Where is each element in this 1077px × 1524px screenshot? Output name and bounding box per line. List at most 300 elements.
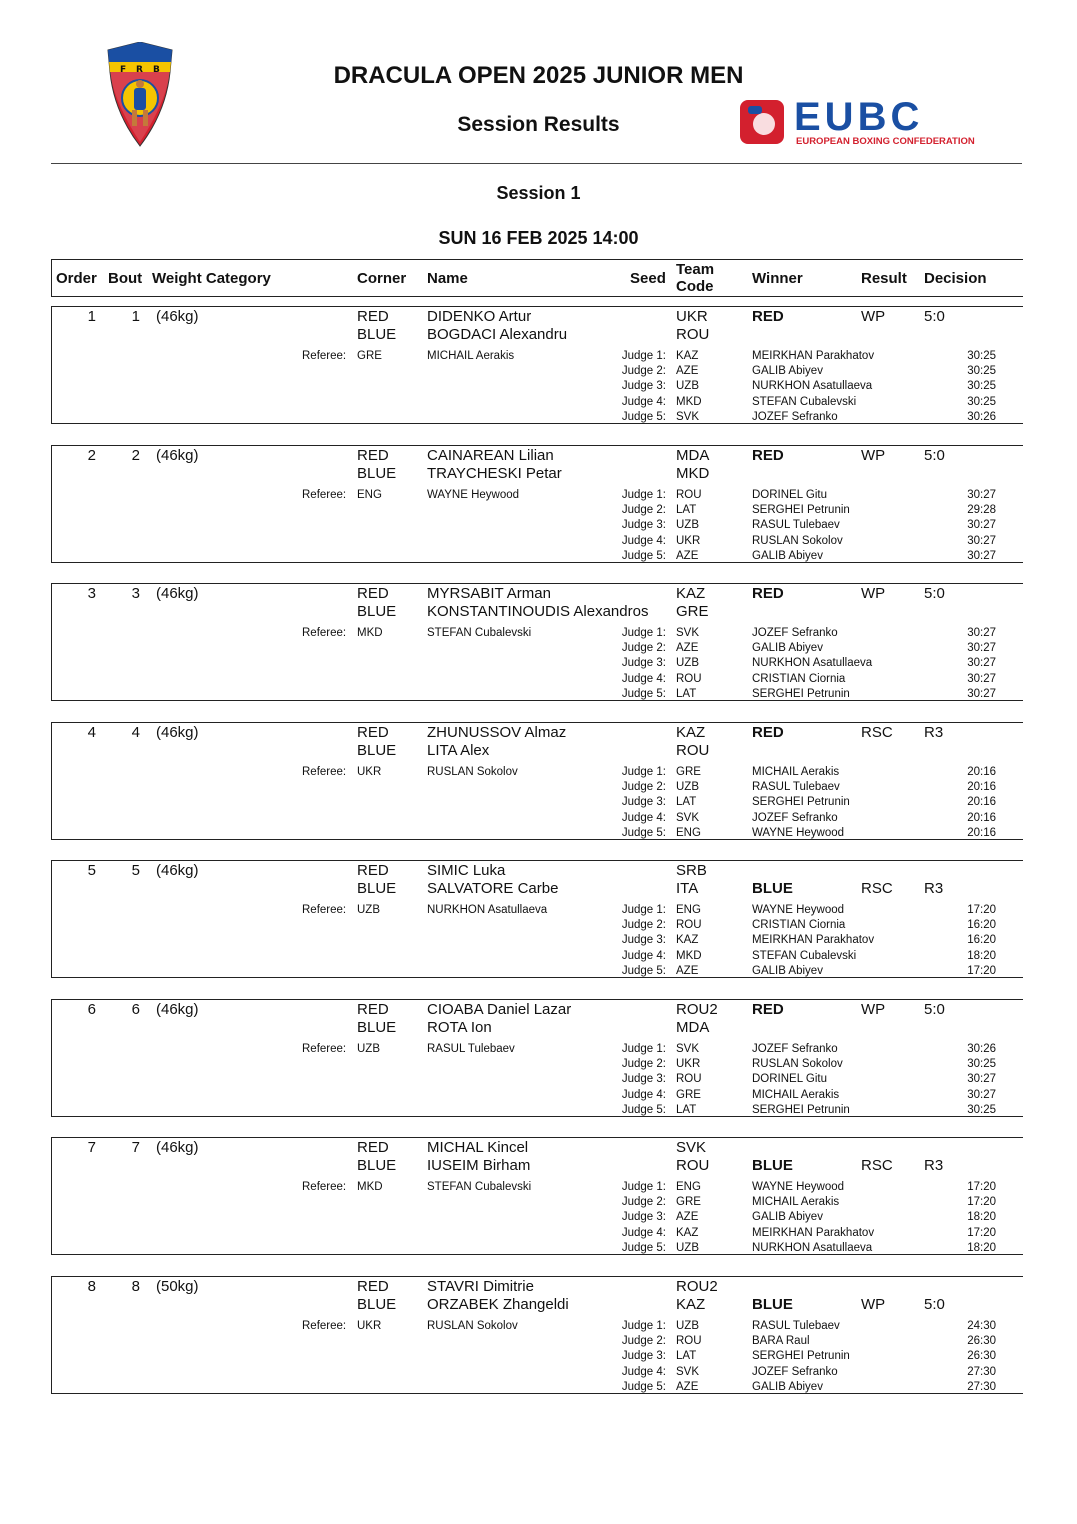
judge-country: ROU (676, 919, 702, 932)
judge-score: 30:25 (967, 350, 996, 362)
judge-name: CRISTIAN Ciornia (752, 919, 846, 932)
judge-name: STEFAN Cubalevski (752, 395, 857, 408)
referee-country: MKD (357, 627, 383, 639)
referee-name: STEFAN Cubalevski (427, 627, 532, 639)
judge-country: SVK (676, 1043, 700, 1055)
blue-team-code: KAZ (676, 1296, 706, 1313)
judge-label: Judge 5: (621, 1380, 666, 1393)
judge-country: AZE (676, 549, 699, 562)
judge-label: Judge 3: (621, 934, 666, 947)
judge-country: ROU (676, 1335, 702, 1348)
decision: 5:0 (924, 1296, 945, 1313)
judge-label: Judge 1: (621, 904, 666, 916)
judge-name: JOZEF Sefranko (752, 410, 838, 423)
page-title: DRACULA OPEN 2025 JUNIOR MEN (333, 62, 744, 89)
judge-label: Judge 4: (621, 395, 666, 408)
judge-name: DORINEL Gitu (752, 1073, 827, 1086)
referee-name: STEFAN Cubalevski (427, 1181, 532, 1193)
referee-label: Referee: (302, 1043, 347, 1055)
judge-score: 30:26 (967, 410, 996, 423)
referee-country: GRE (357, 350, 382, 362)
judge-score: 27:30 (967, 1380, 996, 1393)
judge-country: UZB (676, 380, 699, 393)
judge-name: MEIRKHAN Parakhatov (752, 1226, 875, 1239)
blue-boxer-name: TRAYCHESKI Petar (427, 465, 562, 482)
judge-label: Judge 2: (621, 642, 666, 655)
table-header (51, 259, 1023, 297)
referee-label: Referee: (302, 489, 347, 501)
decision: R3 (924, 724, 944, 741)
bout-order: 2 (87, 447, 96, 464)
weight-category: (46kg) (156, 308, 199, 325)
bout-row (51, 1276, 1023, 1394)
decision: R3 (924, 1157, 944, 1174)
judge-country: ENG (676, 1181, 701, 1193)
judge-score: 30:26 (967, 1043, 996, 1055)
judge-name: STEFAN Cubalevski (752, 949, 857, 962)
referee-name: RUSLAN Sokolov (427, 766, 518, 778)
blue-boxer-name: LITA Alex (427, 742, 490, 759)
red-team-code: ROU2 (676, 1001, 718, 1018)
col-decision: Decision (924, 270, 987, 287)
col-corner: Corner (357, 270, 407, 287)
judge-score: 30:27 (967, 627, 996, 639)
judge-country: SVK (676, 811, 700, 824)
judge-country: LAT (676, 1103, 697, 1116)
judge-score: 20:16 (967, 796, 996, 809)
judge-country: KAZ (676, 934, 699, 947)
judge-country: LAT (676, 504, 697, 517)
judge-name: GALIB Abiyev (752, 1211, 823, 1224)
judge-country: AZE (676, 1211, 699, 1224)
referee-name: RASUL Tulebaev (427, 1043, 515, 1055)
judge-label: Judge 5: (621, 410, 666, 423)
blue-team-code: ROU (676, 742, 710, 759)
judge-country: GRE (676, 1088, 701, 1101)
blue-boxer-name: KONSTANTINOUDIS Alexandros (427, 603, 649, 620)
col-weight: Weight Category (152, 270, 271, 287)
judge-label: Judge 2: (621, 919, 666, 932)
corner-red: RED (357, 585, 389, 602)
red-team-code: KAZ (676, 585, 706, 602)
federation-shield-icon (106, 42, 174, 148)
bout-order: 7 (87, 1139, 96, 1156)
judge-label: Judge 2: (621, 1196, 666, 1209)
judge-score: 16:20 (967, 934, 996, 947)
col-winner: Winner (752, 270, 803, 287)
judge-country: ROU (676, 1073, 702, 1086)
result: WP (861, 308, 886, 325)
svg-text:B: B (153, 65, 160, 75)
result: WP (861, 585, 886, 602)
bout-order: 6 (87, 1001, 96, 1018)
judge-label: Judge 4: (621, 1088, 666, 1101)
corner-red: RED (357, 1278, 389, 1295)
judge-name: DORINEL Gitu (752, 489, 827, 501)
bout-number: 1 (131, 308, 140, 325)
judge-label: Judge 5: (621, 1103, 666, 1116)
red-boxer-name: CAINAREAN Lilian (427, 447, 554, 464)
bout-number: 2 (131, 447, 140, 464)
referee-label: Referee: (302, 1181, 347, 1193)
red-team-code: SVK (676, 1139, 707, 1156)
bout-number: 8 (131, 1278, 140, 1295)
judge-score: 30:27 (967, 687, 996, 700)
judge-label: Judge 3: (621, 519, 666, 532)
blue-boxer-name: BOGDACI Alexandru (427, 326, 568, 343)
svg-text:R: R (136, 65, 143, 75)
session-title: Session 1 (496, 183, 581, 203)
judge-name: MICHAIL Aerakis (752, 1088, 840, 1101)
judge-score: 18:20 (967, 949, 996, 962)
winner: RED (752, 308, 784, 325)
bout-number: 6 (131, 1001, 140, 1018)
judge-label: Judge 4: (621, 1226, 666, 1239)
judge-label: Judge 1: (621, 489, 666, 501)
bout-order: 5 (87, 862, 96, 879)
judge-score: 17:20 (967, 1226, 996, 1239)
judge-country: GRE (676, 1196, 701, 1209)
red-team-code: MDA (676, 447, 710, 464)
red-team-code: KAZ (676, 724, 706, 741)
judge-label: Judge 3: (621, 1350, 666, 1363)
referee-name: MICHAIL Aerakis (427, 350, 515, 362)
federation-logo (106, 42, 174, 148)
eubc-wordmark: EUBC (794, 96, 924, 139)
col-result: Result (861, 270, 907, 287)
judge-country: ROU (676, 672, 702, 685)
bout-row (51, 1137, 1023, 1255)
judge-label: Judge 1: (621, 1181, 666, 1193)
judge-score: 30:27 (967, 657, 996, 670)
judge-label: Judge 2: (621, 781, 666, 794)
result: WP (861, 447, 886, 464)
judge-country: SVK (676, 627, 700, 639)
judge-name: GALIB Abiyev (752, 642, 823, 655)
judge-name: SERGHEI Petrunin (752, 1103, 850, 1116)
weight-category: (50kg) (156, 1278, 199, 1295)
judge-score: 30:27 (967, 489, 996, 501)
judge-country: MKD (676, 949, 702, 962)
red-team-code: SRB (676, 862, 707, 879)
judge-name: NURKHON Asatullaeva (752, 657, 873, 670)
winner: RED (752, 724, 784, 741)
judge-score: 29:28 (967, 504, 996, 517)
red-boxer-name: STAVRI Dimitrie (427, 1278, 534, 1295)
referee-country: UZB (357, 1043, 380, 1055)
judge-score: 30:27 (967, 549, 996, 562)
judge-score: 17:20 (967, 1181, 996, 1193)
judge-label: Judge 1: (621, 1320, 666, 1332)
judge-label: Judge 3: (621, 796, 666, 809)
corner-red: RED (357, 862, 389, 879)
judge-label: Judge 1: (621, 627, 666, 639)
judge-label: Judge 1: (621, 350, 666, 362)
red-team-code: UKR (676, 308, 708, 325)
referee-name: NURKHON Asatullaeva (427, 904, 548, 916)
judge-score: 18:20 (967, 1241, 996, 1254)
bout-number: 4 (131, 724, 140, 741)
winner: RED (752, 585, 784, 602)
referee-name: WAYNE Heywood (427, 489, 520, 501)
judge-score: 17:20 (967, 904, 996, 916)
winner: RED (752, 1001, 784, 1018)
judge-label: Judge 3: (621, 380, 666, 393)
judge-label: Judge 3: (621, 657, 666, 670)
judge-country: GRE (676, 766, 701, 778)
corner-blue: BLUE (357, 742, 397, 759)
judge-name: GALIB Abiyev (752, 1380, 823, 1393)
col-name: Name (427, 270, 468, 287)
decision: 5:0 (924, 308, 945, 325)
corner-blue: BLUE (357, 1157, 397, 1174)
red-boxer-name: CIOABA Daniel Lazar (427, 1001, 572, 1018)
judge-country: LAT (676, 687, 697, 700)
judge-label: Judge 2: (621, 504, 666, 517)
judge-country: AZE (676, 1380, 699, 1393)
bout-order: 1 (87, 308, 96, 325)
judge-label: Judge 5: (621, 549, 666, 562)
judge-label: Judge 2: (621, 1335, 666, 1348)
judge-name: GALIB Abiyev (752, 365, 823, 378)
blue-boxer-name: ROTA Ion (427, 1019, 492, 1036)
judge-name: WAYNE Heywood (752, 1181, 845, 1193)
judge-country: ROU (676, 489, 702, 501)
judge-score: 20:16 (967, 766, 996, 778)
judge-score: 30:25 (967, 1058, 996, 1071)
judge-name: MICHAIL Aerakis (752, 766, 840, 778)
bout-row (51, 860, 1023, 978)
judge-name: RASUL Tulebaev (752, 519, 840, 532)
judge-score: 30:27 (967, 1088, 996, 1101)
judge-label: Judge 4: (621, 1365, 666, 1378)
judge-name: RASUL Tulebaev (752, 1320, 840, 1332)
blue-team-code: ITA (676, 880, 699, 897)
judge-name: NURKHON Asatullaeva (752, 380, 873, 393)
page-subtitle: Session Results (457, 113, 620, 136)
weight-category: (46kg) (156, 1139, 199, 1156)
weight-category: (46kg) (156, 447, 199, 464)
corner-red: RED (357, 1139, 389, 1156)
red-boxer-name: SIMIC Luka (427, 862, 506, 879)
judge-score: 30:25 (967, 395, 996, 408)
blue-boxer-name: IUSEIM Birham (427, 1157, 531, 1174)
corner-red: RED (357, 1001, 389, 1018)
judge-label: Judge 2: (621, 1058, 666, 1071)
judge-country: UZB (676, 657, 699, 670)
blue-team-code: ROU (676, 1157, 710, 1174)
bout-row (51, 445, 1023, 563)
referee-country: UKR (357, 766, 382, 778)
judge-country: LAT (676, 1350, 697, 1363)
red-boxer-name: ZHUNUSSOV Almaz (427, 724, 567, 741)
judge-score: 26:30 (967, 1350, 996, 1363)
judge-name: MEIRKHAN Parakhatov (752, 350, 875, 362)
corner-blue: BLUE (357, 465, 397, 482)
session-datetime: SUN 16 FEB 2025 14:00 (438, 228, 639, 248)
winner: BLUE (752, 880, 793, 897)
referee-name: RUSLAN Sokolov (427, 1320, 518, 1332)
judge-country: KAZ (676, 350, 699, 362)
judge-name: JOZEF Sefranko (752, 1043, 838, 1055)
judge-score: 20:16 (967, 781, 996, 794)
referee-country: MKD (357, 1181, 383, 1193)
judge-label: Judge 3: (621, 1073, 666, 1086)
bout-row (51, 583, 1023, 701)
judge-label: Judge 4: (621, 534, 666, 547)
blue-team-code: GRE (676, 603, 709, 620)
judge-label: Judge 5: (621, 687, 666, 700)
judge-label: Judge 4: (621, 672, 666, 685)
judge-label: Judge 4: (621, 811, 666, 824)
judge-name: SERGHEI Petrunin (752, 687, 850, 700)
corner-blue: BLUE (357, 1296, 397, 1313)
judge-name: WAYNE Heywood (752, 904, 845, 916)
judge-country: UKR (676, 534, 701, 547)
judge-name: MEIRKHAN Parakhatov (752, 934, 875, 947)
weight-category: (46kg) (156, 585, 199, 602)
bout-number: 7 (131, 1139, 140, 1156)
judge-score: 24:30 (967, 1320, 996, 1332)
corner-red: RED (357, 724, 389, 741)
referee-country: UZB (357, 904, 380, 916)
header-divider (51, 163, 1022, 164)
judge-name: SERGHEI Petrunin (752, 1350, 850, 1363)
judge-country: AZE (676, 365, 699, 378)
judge-label: Judge 4: (621, 949, 666, 962)
judge-country: SVK (676, 410, 700, 423)
judge-name: SERGHEI Petrunin (752, 504, 850, 517)
judge-label: Judge 5: (621, 1241, 666, 1254)
blue-team-code: ROU (676, 326, 710, 343)
referee-label: Referee: (302, 766, 347, 778)
judge-score: 30:27 (967, 534, 996, 547)
judge-country: UZB (676, 519, 699, 532)
judge-country: ENG (676, 904, 701, 916)
judge-label: Judge 1: (621, 1043, 666, 1055)
bout-row (51, 999, 1023, 1117)
judge-score: 20:16 (967, 826, 996, 839)
judge-score: 20:16 (967, 811, 996, 824)
corner-red: RED (357, 447, 389, 464)
corner-blue: BLUE (357, 326, 397, 343)
judge-name: JOZEF Sefranko (752, 627, 838, 639)
judge-name: SERGHEI Petrunin (752, 796, 850, 809)
judge-name: GALIB Abiyev (752, 549, 823, 562)
result: WP (861, 1001, 886, 1018)
judge-country: UZB (676, 1241, 699, 1254)
bout-order: 8 (87, 1278, 96, 1295)
judge-score: 30:27 (967, 672, 996, 685)
judge-label: Judge 3: (621, 1211, 666, 1224)
decision: 5:0 (924, 1001, 945, 1018)
result: RSC (861, 1157, 893, 1174)
decision: R3 (924, 880, 944, 897)
svg-text:F: F (120, 65, 127, 75)
judge-label: Judge 5: (621, 826, 666, 839)
judge-score: 30:25 (967, 380, 996, 393)
judge-score: 17:20 (967, 964, 996, 977)
judge-country: AZE (676, 642, 699, 655)
referee-label: Referee: (302, 1320, 347, 1332)
red-boxer-name: MICHAL Kincel (427, 1139, 529, 1156)
judge-name: RUSLAN Sokolov (752, 1058, 843, 1071)
judge-name: RUSLAN Sokolov (752, 534, 843, 547)
judge-name: GALIB Abiyev (752, 964, 823, 977)
red-boxer-name: MYRSABIT Arman (427, 585, 551, 602)
judge-label: Judge 1: (621, 766, 666, 778)
judge-country: ENG (676, 826, 701, 839)
referee-country: ENG (357, 489, 382, 501)
judge-name: MICHAIL Aerakis (752, 1196, 840, 1209)
bout-row (51, 306, 1023, 424)
result: RSC (861, 880, 893, 897)
bout-row (51, 722, 1023, 840)
judge-country: UKR (676, 1058, 701, 1071)
judge-country: SVK (676, 1365, 700, 1378)
col-seed: Seed (630, 270, 666, 287)
corner-blue: BLUE (357, 880, 397, 897)
judge-name: RASUL Tulebaev (752, 781, 840, 794)
blue-team-code: MDA (676, 1019, 710, 1036)
judge-label: Judge 2: (621, 365, 666, 378)
judge-score: 16:20 (967, 919, 996, 932)
red-team-code: ROU2 (676, 1278, 718, 1295)
judge-name: JOZEF Sefranko (752, 811, 838, 824)
col-bout: Bout (108, 270, 143, 287)
corner-blue: BLUE (357, 1019, 397, 1036)
winner: RED (752, 447, 784, 464)
corner-blue: BLUE (357, 603, 397, 620)
judge-country: KAZ (676, 1226, 699, 1239)
judge-name: BARA Raul (752, 1335, 810, 1348)
judge-score: 27:30 (967, 1365, 996, 1378)
eubc-logo (738, 96, 1026, 148)
decision: 5:0 (924, 447, 945, 464)
weight-category: (46kg) (156, 862, 199, 879)
judge-country: MKD (676, 395, 702, 408)
judge-score: 18:20 (967, 1211, 996, 1224)
judge-country: AZE (676, 964, 699, 977)
judge-score: 30:25 (967, 365, 996, 378)
eubc-tagline: EUROPEAN BOXING CONFEDERATION (796, 136, 975, 147)
judge-score: 30:27 (967, 1073, 996, 1086)
corner-red: RED (357, 308, 389, 325)
winner: BLUE (752, 1296, 793, 1313)
bout-number: 5 (131, 862, 140, 879)
judge-country: UZB (676, 781, 699, 794)
judge-score: 17:20 (967, 1196, 996, 1209)
bout-order: 4 (87, 724, 96, 741)
judge-country: UZB (676, 1320, 699, 1332)
referee-label: Referee: (302, 904, 347, 916)
referee-label: Referee: (302, 627, 347, 639)
weight-category: (46kg) (156, 1001, 199, 1018)
decision: 5:0 (924, 585, 945, 602)
referee-label: Referee: (302, 350, 347, 362)
judge-score: 30:27 (967, 519, 996, 532)
judge-score: 26:30 (967, 1335, 996, 1348)
judge-country: LAT (676, 796, 697, 809)
bout-number: 3 (131, 585, 140, 602)
blue-boxer-name: SALVATORE Carbe (427, 880, 559, 897)
judge-score: 30:27 (967, 642, 996, 655)
col-team-code: Team Code (676, 261, 715, 295)
judge-score: 30:25 (967, 1103, 996, 1116)
result: RSC (861, 724, 893, 741)
blue-team-code: MKD (676, 465, 710, 482)
judge-name: JOZEF Sefranko (752, 1365, 838, 1378)
